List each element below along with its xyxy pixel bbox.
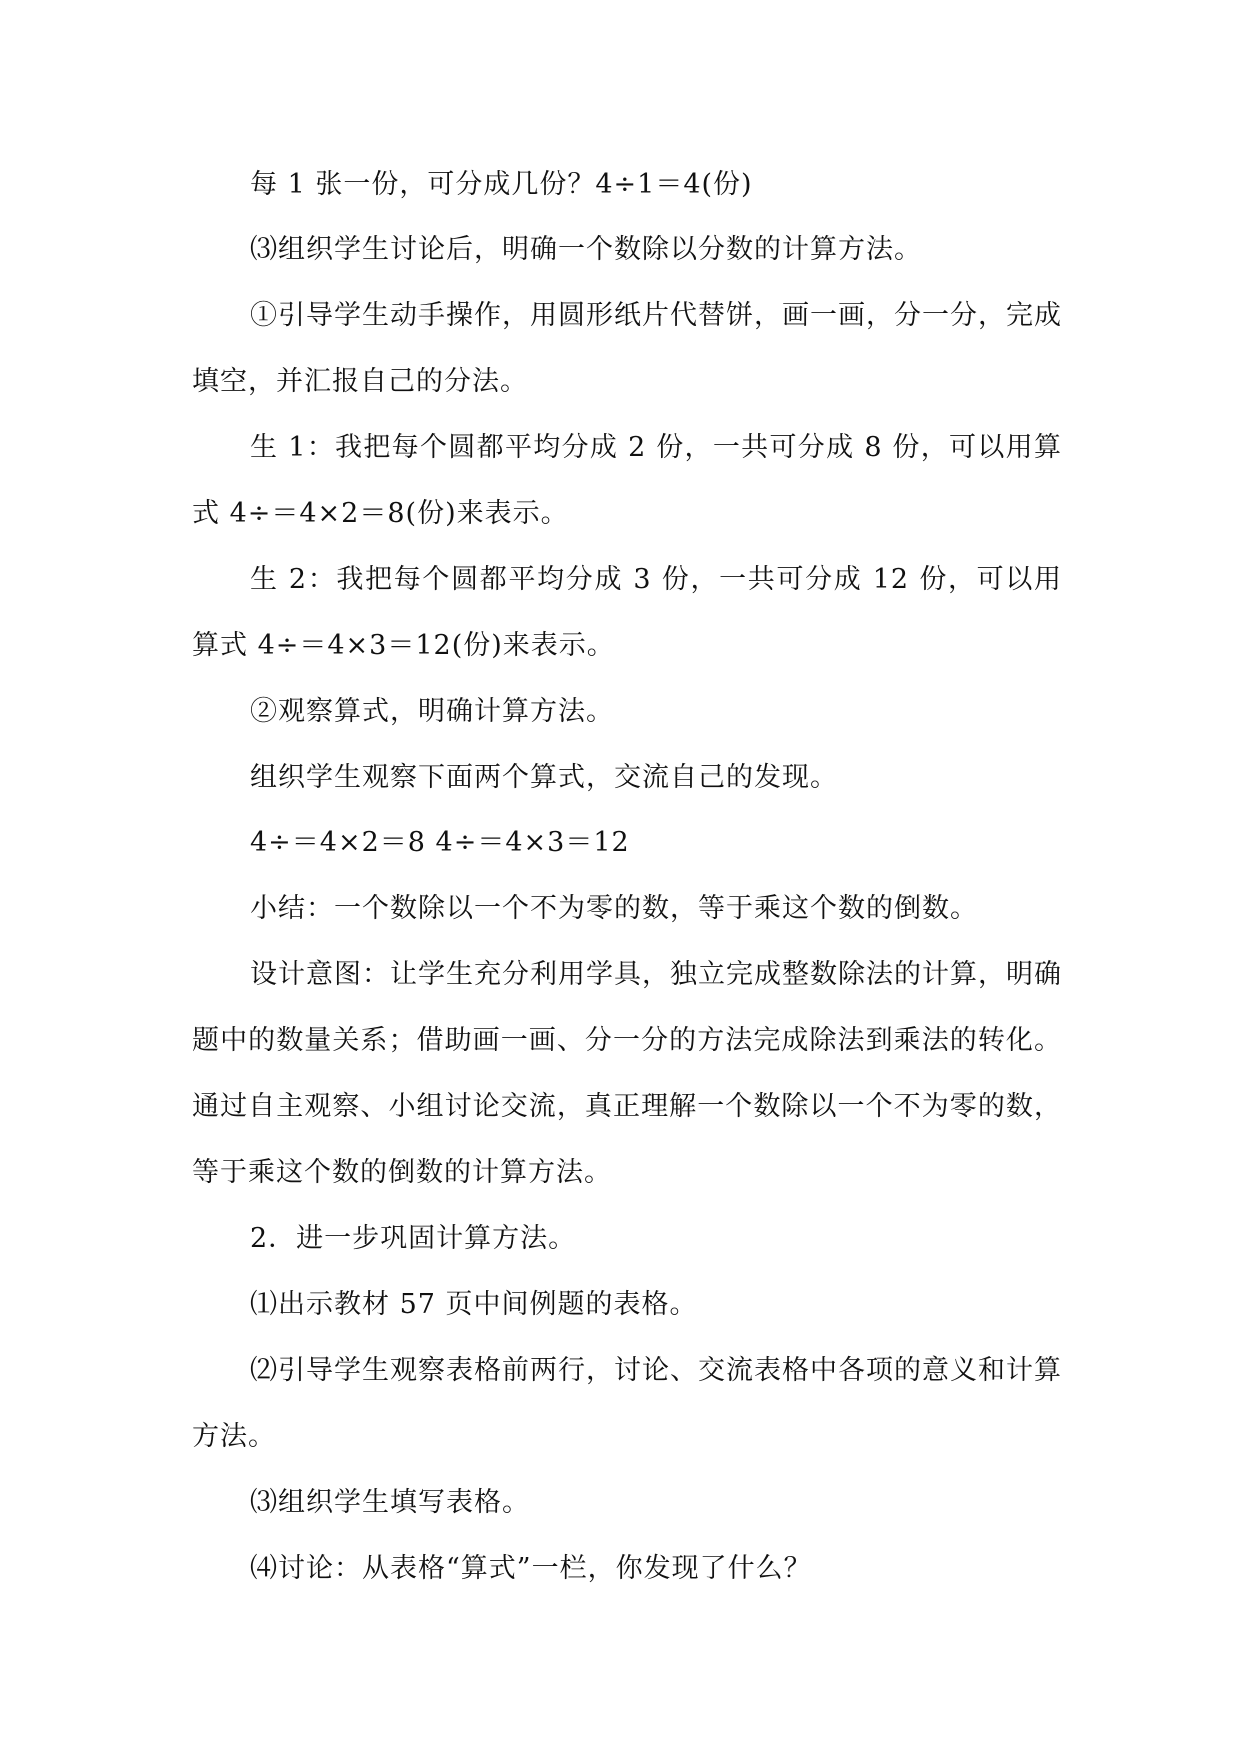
- paragraph-2: ⑶组织学生讨论后，明确一个数除以分数的计算方法。: [250, 234, 922, 265]
- paragraph-8-formula: 4÷＝4×2＝8 4÷＝4×3＝12: [250, 827, 630, 858]
- paragraph-14: ⑶组织学生填写表格。: [250, 1487, 530, 1518]
- paragraph-10-design-intent: 设计意图：让学生充分利用学具，独立完成整数除法的计算，明确题中的数量关系；借助画一画、分一分的方法完成除法到乘法的转化。通过自主观察、小组讨论交流，真正理解一个数除以一个不为零的数，等于乘这个数的倒数的计算方法。: [192, 959, 1062, 1188]
- paragraph-13: ⑵引导学生观察表格前两行，讨论、交流表格中各项的意义和计算方法。: [192, 1355, 1062, 1452]
- paragraph-15: ⑷讨论：从表格“算式”一栏，你发现了什么？: [250, 1553, 812, 1584]
- paragraph-7: 组织学生观察下面两个算式，交流自己的发现。: [250, 762, 838, 793]
- paragraph-1: 每 1 张一份，可分成几份？4÷1＝4(份): [250, 169, 753, 200]
- paragraph-5: 生 2：我把每个圆都平均分成 3 份，一共可分成 12 份，可以用算式 4÷＝4×3＝12(份)来表示。: [192, 564, 1062, 661]
- paragraph-12: ⑴出示教材 57 页中间例题的表格。: [250, 1289, 698, 1320]
- paragraph-4: 生 1：我把每个圆都平均分成 2 份，一共可分成 8 份，可以用算式 4÷＝4×2＝8(份)来表示。: [192, 432, 1062, 529]
- paragraph-9-summary: 小结：一个数除以一个不为零的数，等于乘这个数的倒数。: [250, 893, 978, 924]
- paragraph-6: ②观察算式，明确计算方法。: [250, 696, 614, 727]
- paragraph-3: ①引导学生动手操作，用圆形纸片代替饼，画一画，分一分，完成填空，并汇报自己的分法。: [192, 300, 1062, 397]
- paragraph-11-section-heading: 2．进一步巩固计算方法。: [250, 1223, 577, 1254]
